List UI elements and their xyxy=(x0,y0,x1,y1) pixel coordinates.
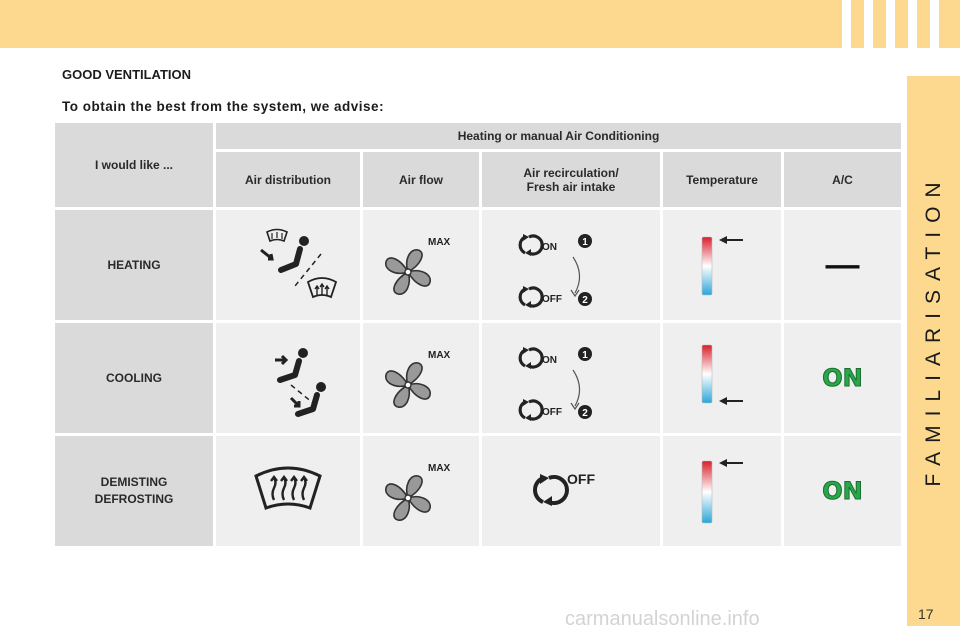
row-label-text: DEMISTING xyxy=(100,475,168,489)
distribution-cell xyxy=(216,323,360,433)
column-header: Temperature xyxy=(663,152,781,207)
row-label-text: DEFROSTING xyxy=(94,492,174,506)
banner-stripe xyxy=(930,0,939,48)
recirculation-sequence-icon xyxy=(511,217,631,313)
distribution-cell xyxy=(216,436,360,546)
section-title: GOOD VENTILATION xyxy=(62,67,192,82)
sidebar-text: FAMILIARISATION xyxy=(921,173,945,487)
distribution-cell xyxy=(216,210,360,320)
temperature-cell xyxy=(663,323,781,433)
airflow-max-label: MAX xyxy=(428,350,451,361)
banner-stripe xyxy=(842,0,851,48)
recirc-cell xyxy=(482,323,660,433)
recirc-cell xyxy=(482,436,660,546)
airflow-cell xyxy=(363,323,479,433)
recirc-off-label: OFF xyxy=(542,407,562,418)
airflow-cell xyxy=(363,210,479,320)
recirc-off-label: OFF xyxy=(542,294,562,305)
recirc-off-label: OFF xyxy=(567,471,595,487)
column-header: Air distribution xyxy=(216,152,360,207)
row-label-demisting xyxy=(55,436,213,546)
ac-off-dash: — xyxy=(825,245,860,284)
column-header: Air recirculation/ Fresh air intake xyxy=(482,152,660,207)
row-label-cooling xyxy=(55,323,213,433)
corner-label: I would like ... xyxy=(55,123,213,207)
sidebar-label xyxy=(907,160,960,500)
ac-on-label: ON xyxy=(822,364,863,392)
step-1-badge: 1 xyxy=(582,237,588,248)
face-and-foot-vents-icon xyxy=(233,333,343,423)
page-number: 17 xyxy=(918,606,934,622)
row-label-text: HEATING xyxy=(107,257,161,272)
top-banner xyxy=(0,0,960,48)
airflow-max-label: MAX xyxy=(428,237,451,248)
row-label-text: COOLING xyxy=(106,370,162,385)
column-header: A/C xyxy=(784,152,901,207)
banner-stripe xyxy=(864,0,873,48)
banner-stripe xyxy=(908,0,917,48)
banner-stripe xyxy=(886,0,895,48)
temperature-hot-arrow-icon xyxy=(687,446,757,536)
ac-cell xyxy=(784,323,901,433)
fan-icon xyxy=(376,338,466,418)
temperature-cold-arrow-icon xyxy=(687,333,757,423)
windscreen-defrost-icon xyxy=(248,456,328,526)
intro-text: To obtain the best from the system, we advise: xyxy=(62,99,385,114)
windscreen-demist-and-foot-icon xyxy=(233,220,343,310)
airflow-cell xyxy=(363,436,479,546)
recirculation-off-icon xyxy=(521,456,621,526)
temperature-cell xyxy=(663,436,781,546)
step-2-badge: 2 xyxy=(582,295,588,306)
temperature-hot-arrow-icon xyxy=(687,220,757,310)
column-header: Air flow xyxy=(363,152,479,207)
step-2-badge: 2 xyxy=(582,408,588,419)
ac-cell xyxy=(784,436,901,546)
recirc-on-label: ON xyxy=(542,242,557,253)
row-label-heating xyxy=(55,210,213,320)
ac-on-label: ON xyxy=(822,477,863,505)
fan-icon xyxy=(376,225,466,305)
recirc-cell xyxy=(482,210,660,320)
airflow-max-label: MAX xyxy=(428,463,451,474)
fan-icon xyxy=(376,451,466,531)
recirculation-sequence-icon xyxy=(511,330,631,426)
recirc-on-label: ON xyxy=(542,355,557,366)
step-1-badge: 1 xyxy=(582,350,588,361)
temperature-cell xyxy=(663,210,781,320)
ac-cell xyxy=(784,210,901,320)
watermark: carmanualsonline.info xyxy=(565,608,760,630)
group-header: Heating or manual Air Conditioning xyxy=(216,123,901,149)
